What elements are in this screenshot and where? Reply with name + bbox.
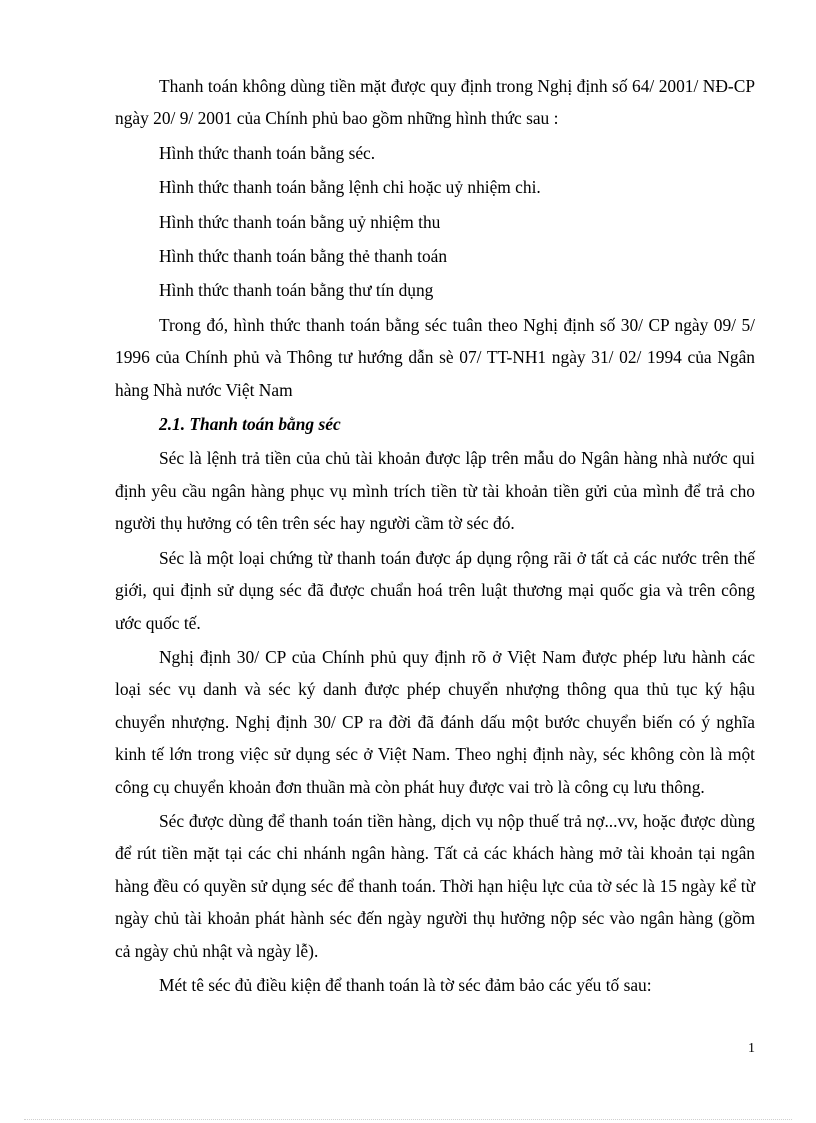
payment-form-item: Hình thức thanh toán bằng séc. — [159, 142, 376, 163]
document-body — [115, 70, 755, 1003]
body-paragraph: Mét tê séc đủ điều kiện để thanh toán là tờ séc đảm bảo các yếu tố sau: — [159, 974, 652, 995]
page-number: 1 — [748, 1041, 755, 1056]
section-heading: 2.1. Thanh toán bằng séc — [159, 414, 341, 435]
body-paragraph: Séc là lệnh trả tiền của chủ tài khoản được lập trên mẫu do Ngân hàng nhà nước qui định yêu cầu ngân hàng phục vụ mình trích tiền từ tài khoản tiền gửi của mình để trả cho người thụ hưởng có tên trên séc hay người cầm tờ séc đó. — [115, 448, 755, 534]
payment-form-item: Hình thức thanh toán bằng uỷ nhiệm thu — [159, 211, 441, 232]
payment-form-item: Hình thức thanh toán bằng thư tín dụng — [159, 280, 434, 301]
payment-form-item: Hình thức thanh toán bằng lệnh chi hoặc uỷ nhiệm chi. — [159, 177, 541, 198]
payment-form-item: Hình thức thanh toán bằng thẻ thanh toán — [159, 246, 448, 267]
regulation-paragraph: Trong đó, hình thức thanh toán bằng séc tuân theo Nghị định số 30/ CP ngày 09/ 5/ 1996 của Chính phủ và Thông tư hướng dẫn sè 07/ TT-NH1 ngày 31/ 02/ 1994 của Ngân hàng Nhà nước Việt Nam — [115, 314, 755, 400]
intro-paragraph: Thanh toán không dùng tiền mặt được quy định trong Nghị định số 64/ 2001/ NĐ-CP ngày 20/ 9/ 2001 của Chính phủ bao gồm những hình thức sau : — [115, 76, 755, 129]
body-paragraph: Séc là một loại chứng từ thanh toán được áp dụng rộng rãi ở tất cả các nước trên thế giới, qui định sử dụng séc đã được chuẩn hoá trên luật thương mại quốc gia và trên công ước quốc tế. — [115, 547, 755, 633]
body-paragraph: Séc được dùng để thanh toán tiền hàng, dịch vụ nộp thuế trả nợ...vv, hoặc được dùng để rút tiền mặt tại các chi nhánh ngân hàng. Tất cả các khách hàng mở tài khoản tại ngân hàng đều có quyền sử dụng séc để thanh toán. Thời hạn hiệu lực của tờ séc là 15 ngày kể từ ngày chủ tài khoản phát hành séc đến ngày người thụ hưởng nộp séc vào ngân hàng (gồm cả ngày chủ nhật và ngày lễ). — [115, 810, 755, 961]
body-paragraph: Nghị định 30/ CP của Chính phủ quy định rõ ở Việt Nam được phép lưu hành các loại séc vụ danh và séc ký danh được phép chuyển nhượng thông qua thủ tục ký hậu chuyển nhượng. Nghị định 30/ CP ra đời đã đánh dấu một bước chuyển biến có ý nghĩa kinh tế lớn trong việc sử dụng séc ở Việt Nam. Theo nghị định này, séc không còn là một công cụ chuyển khoản đơn thuần mà còn phát huy được vai trò là công cụ lưu thông. — [115, 646, 755, 797]
page-bottom-edge — [24, 1119, 792, 1120]
